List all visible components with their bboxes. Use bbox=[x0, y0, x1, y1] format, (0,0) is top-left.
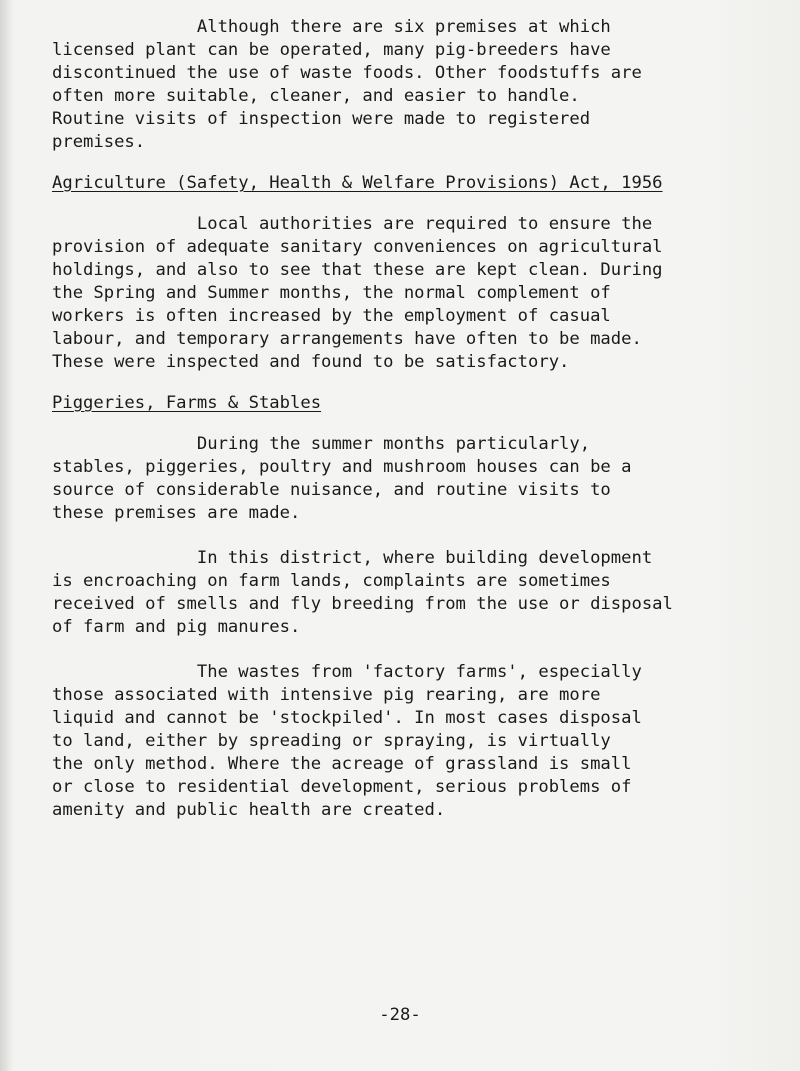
heading-piggeries-farms-stables: Piggeries, Farms & Stables bbox=[52, 393, 322, 413]
page-edge-shadow bbox=[0, 0, 14, 1071]
paragraph-factory-farms: The wastes from 'factory farms', especially those associated with intensive pig rearing, are more liquid and cannot be 'stockpiled'. In most cases disposal to land, either by spreading or spraying, is virtually the only method. Where the acreage of grassland is small or close to residential development, serious problems of amenity and public health are created. bbox=[52, 662, 642, 820]
paragraph-waste-foods: Although there are six premises at which licensed plant can be operated, many pig-breeders have discontinued the use of waste foods. Other foodstuffs are often more suitable, cleaner, and easier to handle. Routine visits of inspection were made to registered premises. bbox=[52, 17, 642, 152]
paragraph-summer-nuisance: During the summer months particularly, stables, piggeries, poultry and mushroom houses can be a source of considerable nuisance, and routine visits to these premises are made. bbox=[52, 434, 632, 523]
paragraph-building-development: In this district, where building development is encroaching on farm lands, complaints are sometimes received of smells and fly breeding from the use or disposal of farm and pig manures. bbox=[52, 548, 673, 637]
document-body bbox=[52, 16, 772, 822]
page-number: -28- bbox=[379, 1005, 421, 1025]
heading-agriculture-act: Agriculture (Safety, Health & Welfare Provisions) Act, 1956 bbox=[52, 173, 663, 193]
paragraph-sanitary-conveniences: Local authorities are required to ensure the provision of adequate sanitary conveniences on agricultural holdings, and also to see that these are kept clean. During the Spring and Summer months, the normal complement of workers is often increased by the employment of casual labour, and temporary arrangements have often to be made. These were inspected and found to be satisfactory. bbox=[52, 214, 663, 372]
